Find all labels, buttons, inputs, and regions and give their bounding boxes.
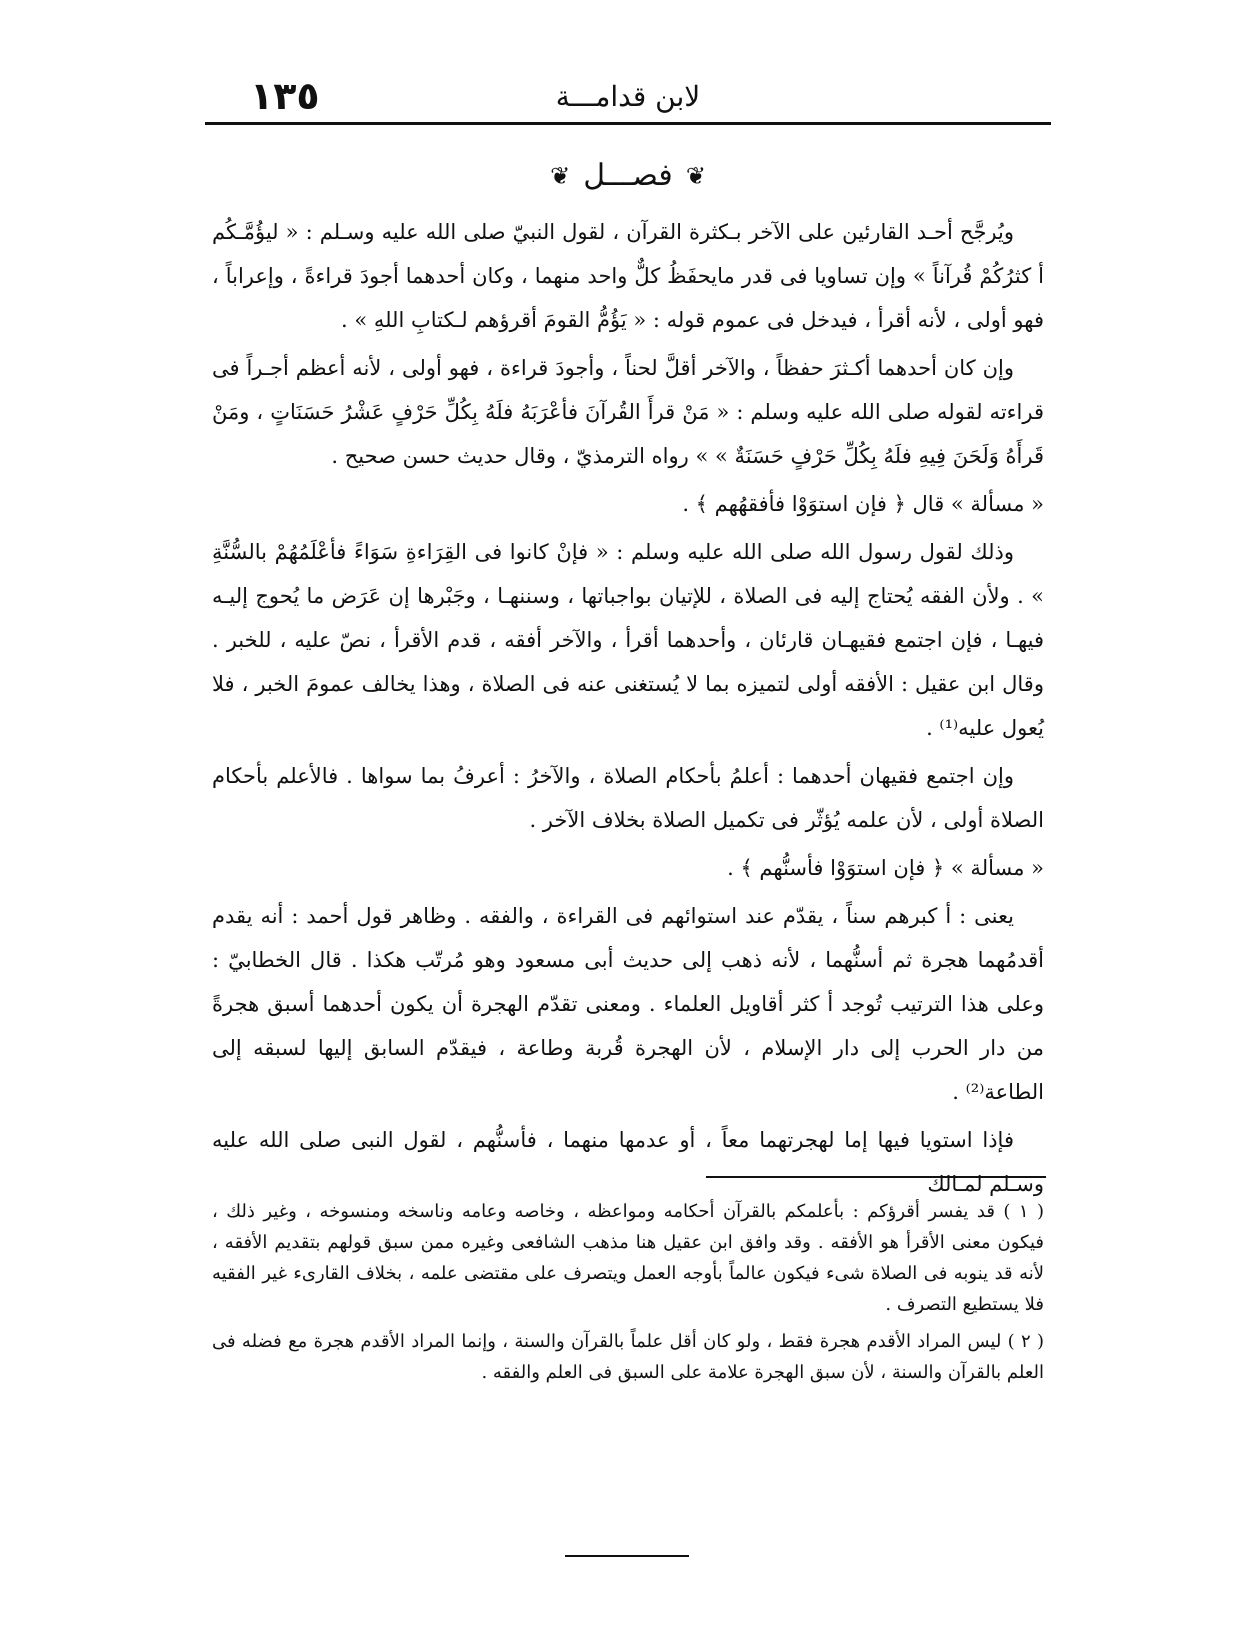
paragraph: وذلك لقول رسول الله صلى الله عليه وسلم : « فإنْ كانوا فى القِرَاءةِ سَوَاءً فأعْلَمُهُمْ بالسُّنَّةِ » . ولأن الفقه يُحتاج إليه فى الصلاة ، للإتيان بواجباتها ، وسننهـا ، وجَبْرها إن عَرَض ما يُحوج إليـه فيهـا ، فإن اجتمع فقيهـان قارئان ، وأحدهما أقرأ ، والآخر أفقه ، قدم الأقرأ ، نصّ عليه ، للخبر . وقال ابن عقيل : الأفقه أولى لتميزه بما لا يُستغنى عنه فى الصلاة ، وهذا يخالف عمومَ الخبر ، فلا يُعول عليه⁽¹⁾ . [212,540,1044,740]
masala-heading: « مسألة » ﴿ فإن استوَوْا فأسنُّهم ﴾ . [727,856,1044,880]
ornament-icon-right: ❦ [685,161,706,190]
footnote-2: ( ٢ ) ليس المراد الأقدم هجرة فقط ، ولو كان أقل علماً بالقرآن والسنة ، وإنما المراد الأقدم هجرة مع فضله فى العلم بالقرآن والسنة ، لأن سبق الهجرة علامة على السبق فى العلم والفقه . [212,1331,1044,1383]
paragraph: وإن اجتمع فقيهان أحدهما : أعلمُ بأحكام الصلاة ، والآخرُ : أعرفُ بما سواها . فالأعلم بأحكام الصلاة أولى ، لأن علمه يُؤثّر فى تكميل الصلاة بخلاف الآخر . [212,764,1044,832]
paragraph: وإن كان أحدهما أكـثرَ حفظاً ، والآخر أقلَّ لحناً ، وأجودَ قراءة ، فهو أولى ، لأنه أعظم أجـراً فى قراءته لقوله صلى الله عليه وسلم : « مَنْ قرأَ القُرآنَ فأعْرَبَهُ فلَهُ بِكُلِّ حَرْفٍ عَشْرُ حَسَنَاتٍ ، ومَنْ قَرأَهُ وَلَحَنَ فِيهِ فلَهُ بِكُلِّ حَرْفٍ حَسَنَةٌ » » رواه الترمذيّ ، وقال حديث حسن صحيح . [212,356,1044,468]
bottom-rule [565,1555,689,1557]
footnotes [212,1196,1044,1394]
ornament-icon-left: ❦ [550,161,571,190]
footnote-separator [706,1176,1046,1178]
running-title: لابن قدامـــة [555,80,701,113]
masala-heading: « مسألة » قال ﴿ فإن استوَوْا فأفقهُهم ﴾ . [682,492,1044,516]
page-header [210,74,1046,122]
paragraph: ويُرجَّح أحـد القارئين على الآخر بـكثرة القرآن ، لقول النبيّ صلى الله عليه وسـلم : « ليؤُمَّـكُم أ كثرُكُمْ قُرآناً » وإن تساويا فى قدر مايحفَظُ كلٌّ واحد منهما ، وكان أحدهما أجودَ قراءةً ، وإعراباً ، فهو أولى ، لأنه أقرأ ، فيدخل فى عموم قوله : « يَؤُمُّ القومَ أقرؤهم لـكتابِ اللهِ » . [212,220,1044,332]
footnote-1: ( ١ ) قد يفسر أقرؤكم : بأعلمكم بالقرآن أحكامه ومواعظه ، وخاصه وعامه وناسخه ومنسوخه ، وغير ذلك ، فيكون معنى الأقرأ هو الأفقه . وقد وافق ابن عقيل هنا مذهب الشافعى وغيره ممن سبق قولهم بتقديم الأفقه ، لأنه قد ينوبه فى الصلاة شىء فيكون عالماً بأوجه العمل ويتصرف على مقتضى علمه ، بخلاف القارىء غير الفقيه فلا يستطيع التصرف . [212,1201,1044,1315]
section-heading [0,158,1256,202]
main-text [212,210,1044,1210]
section-title: فصـــل [583,158,673,193]
paragraph: فإذا استويا فيها إما لهجرتهما معاً ، أو عدمها منهما ، فأسنُّهم ، لقول النبى صلى الله عليه وسـلم لمـالك [212,1128,1044,1196]
header-rule [205,122,1051,125]
page-number: ١٣٥ [250,74,320,118]
paragraph: يعنى : أ كبرهم سناً ، يقدّم عند استوائهم فى القراءة ، والفقه . وظاهر قول أحمد : أنه يقدم أقدمُهما هجرة ثم أسنُّهما ، لأنه ذهب إلى حديث أبى مسعود وهو مُرتّب هكذا . قال الخطابيّ : وعلى هذا الترتيب تُوجد أ كثر أقاويل العلماء . ومعنى تقدّم الهجرة أن يكون أحدهما أسبق هجرةً من دار الحرب إلى دار الإسلام ، لأن الهجرة قُربة وطاعة ، فيقدّم السابق إليها لسبقه إلى الطاعة⁽²⁾ . [212,904,1044,1104]
